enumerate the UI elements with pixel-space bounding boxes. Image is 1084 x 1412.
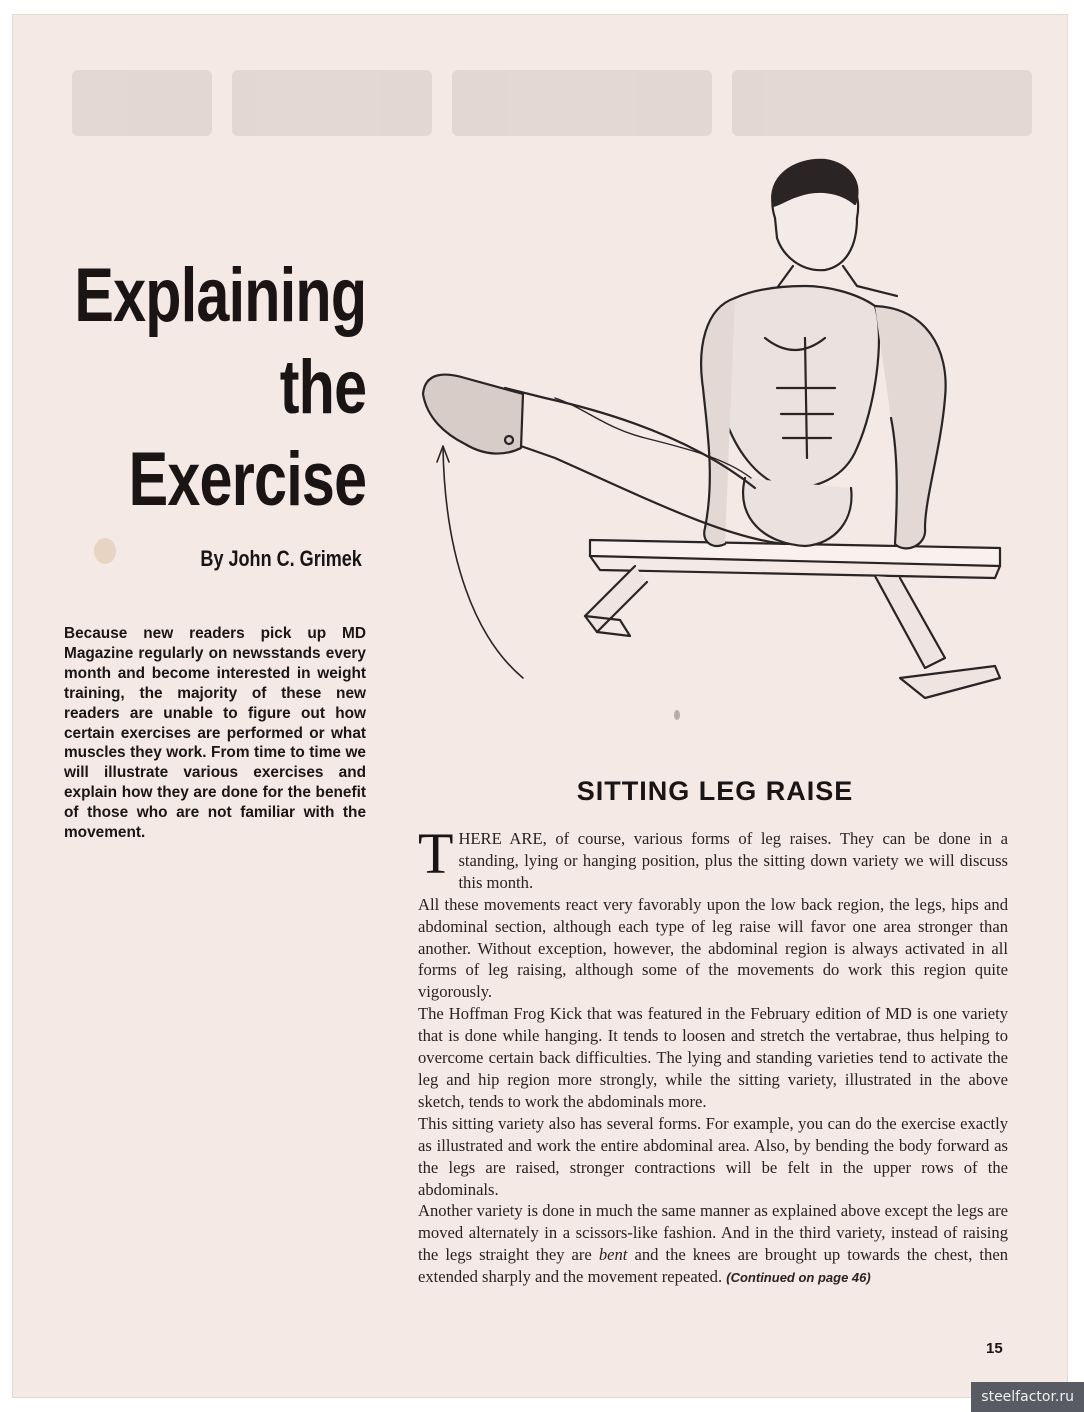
title-line: the [279, 345, 366, 430]
article-paragraph: The Hoffman Frog Kick that was featured in the February edition of MD is one variety that is done while hanging. It tends to loosen and stretch the vertabrae, thus helping to overcome certain back difficulties. The lying and standing varieties tend to activate the leg and hip region more strongly, while the sitting variety, illustrated in the above sketch, tends to work the abdominals more. [418, 1004, 1008, 1111]
continued-note: (Continued on page 46) [726, 1270, 871, 1286]
article-paragraph [418, 1200, 1008, 1289]
section-heading: SITTING LEG RAISE [576, 776, 854, 806]
article-title [0, 250, 366, 526]
byline: By John C. Grimek [200, 546, 362, 571]
article-paragraph: This sitting variety also has several forms. For example, you can do the exercise exactly as illustrated and work the entire abdominal area. Also, by bending the body forward as the legs are raised, stronger contractions will be felt in the upper rows of the abdominals. [418, 1113, 1008, 1199]
paper-stain [94, 538, 116, 564]
emphasis-text: bent [598, 1245, 628, 1265]
site-watermark[interactable]: steelfactor.ru [971, 1382, 1084, 1412]
article-paragraph [418, 821, 1008, 894]
article-body [418, 821, 1008, 1289]
paragraph-text: Another variety is done in much the same manner as explained above except the legs are moved alternately in a scissors-like fashion. And in the third variety, instead of raising the legs straight they are [418, 1201, 1008, 1265]
drop-cap: T [418, 821, 454, 886]
title-line: Explaining [74, 253, 366, 338]
man-sitting-leg-raise-on-bench-icon [405, 158, 1015, 718]
title-line: Exercise [128, 437, 366, 522]
bleed-through-title [72, 70, 1032, 140]
intro-paragraph: Because new readers pick up MD Magazine regularly on newsstands every month and become interested in weight training, the majority of these new readers are unable to figure out how certain exercises are performed or what muscles they work. From time to time we will illustrate various exercises and explain how they are done for the benefit of those who are not familiar with the movement. [64, 625, 366, 842]
article-paragraph: All these movements react very favorably upon the low back region, the legs, hips and abdominal section, although each type of leg raise will favor one area stronger than another. Without exception, however, the abdominal region is always activated in all forms of leg raising, although some of the movements do work this region quite vigorously. [418, 894, 1008, 1002]
paragraph-text: and the knees are brought up towards the chest, then extended sharply and the movement repeated. [418, 1245, 1008, 1287]
paragraph-text: HERE ARE, of course, various forms of leg raises. They can be done in a standing, lying or hanging position, plus the sitting down variety we will discuss this month. [458, 829, 1008, 892]
page-number: 15 [986, 1340, 1003, 1357]
